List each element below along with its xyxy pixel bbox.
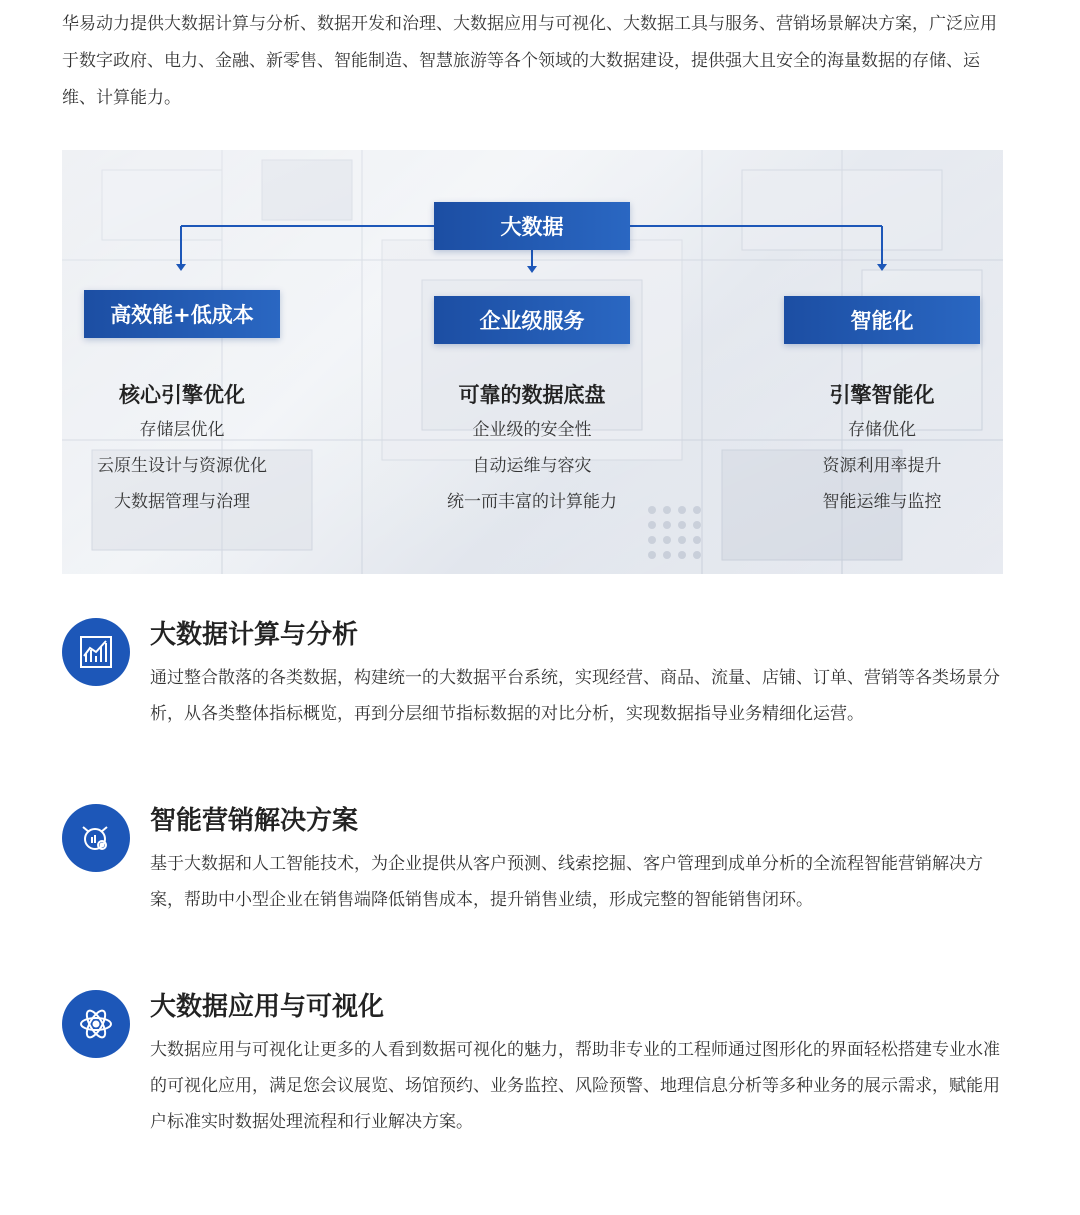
column-data-foundation	[382, 378, 682, 520]
column-item: 自动运维与容灾	[472, 456, 592, 476]
column-core-engine	[62, 378, 332, 520]
atom-icon	[62, 990, 130, 1058]
section-title: 大数据应用与可视化	[150, 992, 385, 1022]
section-title: 大数据计算与分析	[150, 620, 359, 650]
column-title: 引擎智能化	[829, 383, 935, 407]
section-description: 基于大数据和人工智能技术，为企业提供从客户预测、线索挖掘、客户管理到成单分析的全流程智能营销解决方案，帮助中小型企业在销售端降低销售成本，提升销售业绩，形成完整的智能销售闭环。	[150, 854, 983, 910]
column-item: 智能运维与监控	[822, 492, 942, 512]
column-title: 可靠的数据底盘	[458, 383, 606, 407]
column-item: 大数据管理与治理	[114, 492, 250, 512]
column-item: 企业级的安全性	[472, 420, 592, 440]
intelligence-box: 智能化	[784, 296, 980, 344]
column-engine-intelligence	[732, 378, 1003, 520]
column-item: 存储优化	[848, 420, 916, 440]
section-description: 大数据应用与可视化让更多的人看到数据可视化的魅力，帮助非专业的工程师通过图形化的界面轻松搭建专业水准的可视化应用，满足您会议展览、场馆预约、业务监控、风险预警、地理信息分析等多种业务的展示需求，赋能用户标准实时数据处理流程和行业解决方案。	[150, 1040, 1000, 1132]
column-item: 统一而丰富的计算能力	[447, 492, 617, 512]
column-item: 云原生设计与资源优化	[97, 456, 267, 476]
high-performance-box: 高效能+低成本	[84, 290, 280, 338]
column-item: 存储层优化	[139, 420, 225, 440]
chart-analysis-icon	[62, 618, 130, 686]
intro-paragraph: 华易动力提供大数据计算与分析、数据开发和治理、大数据应用与可视化、大数据工具与服务、营销场景解决方案，广泛应用于数字政府、电力、金融、新零售、智能制造、智慧旅游等各个领域的大数据建设，提供强大且安全的海量数据的存储、运维、计算能力。	[62, 14, 997, 108]
enterprise-service-box: 企业级服务	[434, 296, 630, 344]
column-item: 资源利用率提升	[822, 456, 942, 476]
column-title: 核心引擎优化	[119, 383, 245, 407]
big-data-diagram	[62, 150, 1003, 574]
marketing-target-icon	[62, 804, 130, 872]
section-description: 通过整合散落的各类数据，构建统一的大数据平台系统，实现经营、商品、流量、店铺、订单、营销等各类场景分析，从各类整体指标概览，再到分层细节指标数据的对比分析，实现数据指导业务精细化运营。	[150, 668, 1000, 724]
big-data-root-box: 大数据	[434, 202, 630, 250]
section-title: 智能营销解决方案	[150, 806, 359, 836]
